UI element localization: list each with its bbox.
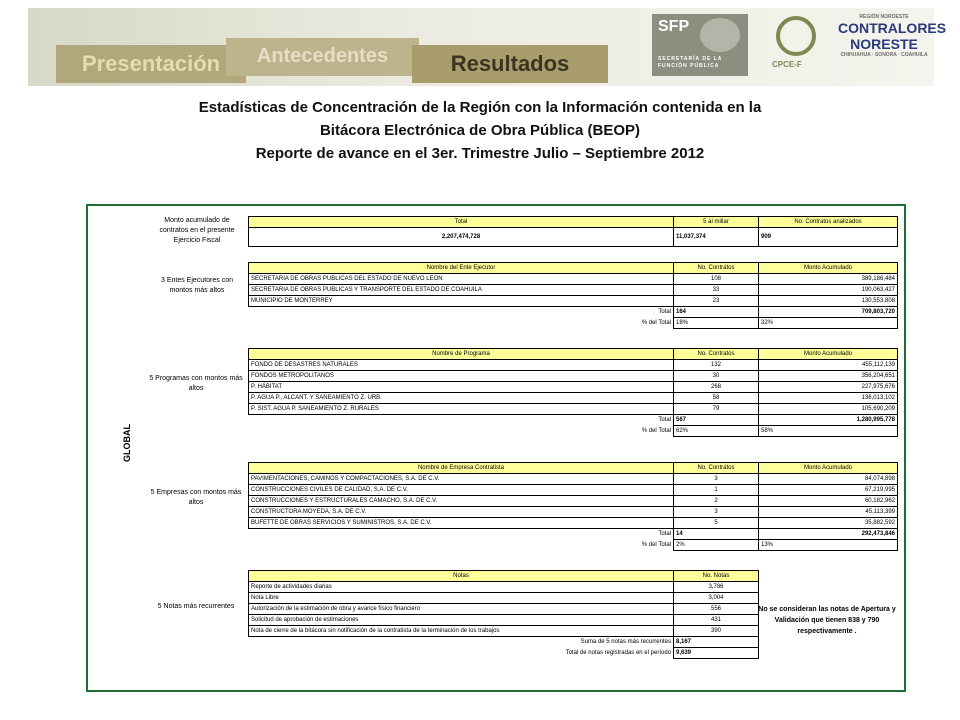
table-row xyxy=(249,593,759,604)
entes-row-name: MUNICIPIO DE MONTERREY xyxy=(249,296,674,307)
table-row xyxy=(249,626,759,637)
entes-header-n: No. Contratos xyxy=(674,263,759,274)
tab-resultados[interactable]: Resultados xyxy=(412,45,608,83)
empresas-row-name: CONSTRUCCIONES Y ESTRUCTURALES CAMACHO, S.A. DE C.V. xyxy=(249,496,674,507)
global-label: GLOBAL xyxy=(122,424,132,462)
table-row xyxy=(249,582,759,593)
summary-contratos: 909 xyxy=(759,228,898,247)
programas-row-n: 268 xyxy=(674,382,759,393)
empresas-row-m: 60,182,962 xyxy=(759,496,898,507)
empresas-pct-m: 13% xyxy=(759,540,898,551)
sfp-logo-text: SFP xyxy=(658,18,690,35)
empresas-pct-n: 2% xyxy=(674,540,759,551)
notas-row-name: Nota Libre xyxy=(249,593,674,604)
empresas-total-n: 14 xyxy=(674,529,759,540)
programas-row-name: P. SIST. AGUA P. SANEAMIENTO Z. RURALES xyxy=(249,404,674,415)
empresas-table xyxy=(248,462,898,551)
sfp-logo xyxy=(652,14,748,76)
empresas-row-m: 45,113,399 xyxy=(759,507,898,518)
entes-row-name: SECRETARIA DE OBRAS PUBLICAS DEL ESTADO DE NUEVO LEON xyxy=(249,274,674,285)
entes-row-name: SECRETARIA DE OBRAS PUBLICAS Y TRANSPORTE DEL ESTADO DE COAHUILA xyxy=(249,285,674,296)
entes-row-n: 33 xyxy=(674,285,759,296)
programas-pct-m: 58% xyxy=(759,426,898,437)
empresas-row-m: 67,219,995 xyxy=(759,485,898,496)
programas-row-m: 136,013,102 xyxy=(759,393,898,404)
cpce-logo xyxy=(770,14,822,76)
title-line2: Bitácora Electrónica de Obra Pública (BEOP) xyxy=(319,122,641,139)
empresas-total-m: 292,473,846 xyxy=(759,529,898,540)
entes-total-m: 709,803,720 xyxy=(759,307,898,318)
programas-row-name: P. AGUA P., ALCANT. Y SANEAMIENTO Z. URB. xyxy=(249,393,674,404)
empresas-row-name: BUFETTE DE OBRAS SERVICIOS Y SUMINISTROS, S.A. DE C.V. xyxy=(249,518,674,529)
empresas-row-name: PAVIMENTACIONES, CAMINOS Y COMPACTACIONES, S.A. DE C.V. xyxy=(249,474,674,485)
title-line1: Estadísticas de Concentración de la Región con la Información contenida en la xyxy=(198,99,762,116)
notas-table xyxy=(248,570,759,659)
tab-antecedentes[interactable]: Antecedentes xyxy=(226,38,419,76)
notas-sum-n: 8,167 xyxy=(674,637,759,648)
summary-label: Monto acumulado de contratos en el presente Ejercicio Fiscal xyxy=(159,217,235,244)
programas-total-label: Total xyxy=(658,417,671,424)
entes-pct-n: 18% xyxy=(674,318,759,329)
entes-row-n: 23 xyxy=(674,296,759,307)
programas-row-m: 356,204,651 xyxy=(759,371,898,382)
table-row xyxy=(249,474,898,485)
notas-total-n: 9,639 xyxy=(674,648,759,659)
notas-header-name: Notas xyxy=(249,571,674,582)
table-row xyxy=(249,393,898,404)
programas-row-name: FONDO DE DESASTRES NATURALES xyxy=(249,360,674,371)
entes-pct-m: 32% xyxy=(759,318,898,329)
programas-row-name: FONDOS METROPOLITANOS xyxy=(249,371,674,382)
table-row xyxy=(249,615,759,626)
entes-row-m: 190,063,427 xyxy=(759,285,898,296)
table-row xyxy=(249,360,898,371)
notas-row-n: 431 xyxy=(674,615,759,626)
summary-table xyxy=(248,216,898,247)
programas-total-m: 1,280,995,778 xyxy=(759,415,898,426)
cpce-ring-icon xyxy=(776,16,816,56)
table-row xyxy=(249,404,898,415)
table-row xyxy=(249,518,898,529)
programas-row-m: 227,975,676 xyxy=(759,382,898,393)
cno-line4: CHIHUAHUA · SONORA · COAHUILA xyxy=(840,52,928,58)
cno-line3: NORESTE xyxy=(850,36,918,52)
entes-header-m: Monto Acumulado xyxy=(759,263,898,274)
notas-row-n: 556 xyxy=(674,604,759,615)
empresas-row-n: 3 xyxy=(674,507,759,518)
summary-total: 2,207,474,728 xyxy=(249,228,674,247)
programas-header-m: Monto Acumulado xyxy=(759,349,898,360)
empresas-row-n: 2 xyxy=(674,496,759,507)
empresas-header-m: Monto Acumulado xyxy=(759,463,898,474)
tab-presentacion[interactable]: Presentación xyxy=(56,45,246,83)
notas-header-n: No. Notas xyxy=(674,571,759,582)
entes-row-m: 130,553,808 xyxy=(759,296,898,307)
contralores-logo xyxy=(838,14,947,76)
page-title xyxy=(100,96,860,165)
notas-label: 5 Notas más recurrentes xyxy=(157,603,235,610)
empresas-row-name: CONSTRUCTORA MOYEDA, S.A. DE C.V. xyxy=(249,507,674,518)
programas-row-n: 79 xyxy=(674,404,759,415)
notas-total-label: Total de notas registradas en el período xyxy=(565,650,671,656)
notas-row-n: 390 xyxy=(674,626,759,637)
notas-row-name: Reporte de actividades diarias xyxy=(249,582,674,593)
programas-row-m: 105,690,209 xyxy=(759,404,898,415)
programas-row-n: 132 xyxy=(674,360,759,371)
table-row xyxy=(249,604,759,615)
table-row xyxy=(249,485,898,496)
programas-pct-n: 62% xyxy=(674,426,759,437)
table-row xyxy=(249,496,898,507)
cpce-logo-text: CPCE-F xyxy=(772,60,802,69)
empresas-row-m: 84,074,898 xyxy=(759,474,898,485)
table-row xyxy=(249,507,898,518)
table-row xyxy=(249,274,898,285)
programas-label: 5 Programas con montos más altos xyxy=(149,375,243,392)
empresas-label: 5 Empresas con montos más altos xyxy=(150,489,242,506)
programas-header-n: No. Contratos xyxy=(674,349,759,360)
empresas-header-name: Nombre de Empresa Contratista xyxy=(249,463,674,474)
summary-header-millar: 5 al millar xyxy=(674,217,759,228)
empresas-row-m: 35,882,592 xyxy=(759,518,898,529)
empresas-row-n: 3 xyxy=(674,474,759,485)
entes-table xyxy=(248,262,898,329)
entes-row-n: 108 xyxy=(674,274,759,285)
report-sheet xyxy=(86,204,906,692)
notas-side-note: No se consideran las notas de Apertura y Validación que tienen 838 y 790 respectivamente . xyxy=(758,606,896,635)
notas-row-n: 3,786 xyxy=(674,582,759,593)
empresas-row-name: CONSTRUCCIONES CIVILES DE CALIDAD, S.A. DE C.V. xyxy=(249,485,674,496)
entes-row-m: 389,186,484 xyxy=(759,274,898,285)
entes-header-name: Nombre del Ente Ejecutor xyxy=(249,263,674,274)
cno-line1: REGIÓN NOROESTE xyxy=(859,14,909,20)
programas-row-m: 455,112,139 xyxy=(759,360,898,371)
entes-total-n: 164 xyxy=(674,307,759,318)
programas-pct-label: % del Total xyxy=(641,428,671,434)
entes-pct-label: % del Total xyxy=(641,320,671,326)
notas-row-name: Autorización de la estimación de obra y avance físico financiero xyxy=(249,604,674,615)
summary-millar: 11,037,374 xyxy=(674,228,759,247)
table-row xyxy=(249,371,898,382)
entes-label: 3 Entes Ejecutores con montos más altos xyxy=(161,277,233,294)
programas-table xyxy=(248,348,898,437)
empresas-row-n: 1 xyxy=(674,485,759,496)
empresas-total-label: Total xyxy=(658,531,671,538)
empresas-row-n: 5 xyxy=(674,518,759,529)
programas-row-n: 58 xyxy=(674,393,759,404)
sfp-logo-subtext: SECRETARÍA DE LA FUNCIÓN PÚBLICA xyxy=(658,56,723,69)
notas-row-n: 3,004 xyxy=(674,593,759,604)
empresas-pct-label: % del Total xyxy=(641,542,671,548)
entes-total-label: Total xyxy=(658,309,671,316)
table-row xyxy=(249,285,898,296)
notas-sum-label: Suma de 5 notas más recurrentes xyxy=(580,639,671,646)
summary-header-total: Total xyxy=(249,217,674,228)
programas-header-name: Nombre de Programa xyxy=(249,349,674,360)
notas-row-name: Nota de cierre de la bitácora sin notificación de la contratista de la terminación de los trabajos xyxy=(249,626,674,637)
cno-line2: CONTRALORES xyxy=(838,20,947,36)
notas-row-name: Solicitud de aprobación de estimaciones xyxy=(249,615,674,626)
title-line3: Reporte de avance en el 3er. Trimestre Julio – Septiembre 2012 xyxy=(255,145,705,162)
summary-header-contratos: No. Contratos analizados xyxy=(759,217,898,228)
programas-row-name: P. HÁBITAT xyxy=(249,382,674,393)
table-row xyxy=(249,296,898,307)
empresas-header-n: No. Contratos xyxy=(674,463,759,474)
programas-total-n: 567 xyxy=(674,415,759,426)
table-row xyxy=(249,382,898,393)
eagle-icon xyxy=(700,18,740,52)
programas-row-n: 30 xyxy=(674,371,759,382)
